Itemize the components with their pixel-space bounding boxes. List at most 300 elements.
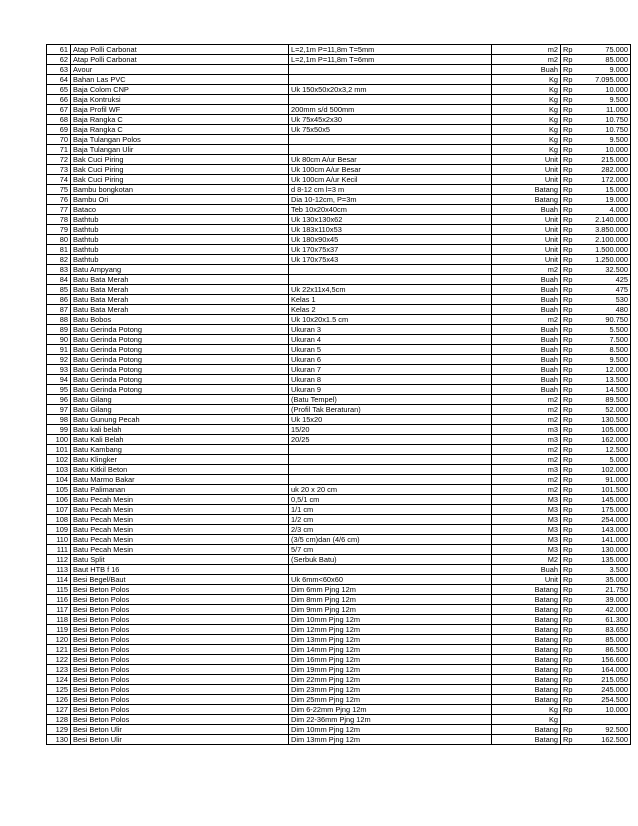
item-unit: Unit (492, 245, 561, 255)
row-number: 80 (47, 235, 71, 245)
item-unit: Buah (492, 325, 561, 335)
currency-label: Rp (561, 455, 586, 465)
currency-label: Rp (561, 395, 586, 405)
item-spec: L=2,1m P=11,8m T=6mm (289, 55, 492, 65)
item-spec: 0,5/1 cm (289, 495, 492, 505)
item-name: Bak Cuci Piring (71, 175, 289, 185)
row-number: 119 (47, 625, 71, 635)
item-spec: 15/20 (289, 425, 492, 435)
currency-label: Rp (561, 465, 586, 475)
item-spec (289, 145, 492, 155)
item-price: 8.500 (586, 345, 631, 355)
item-price: 215.000 (586, 155, 631, 165)
item-name: Besi Beton Polos (71, 665, 289, 675)
item-unit: Batang (492, 185, 561, 195)
item-price: 3.500 (586, 565, 631, 575)
currency-label: Rp (561, 285, 586, 295)
row-number: 78 (47, 215, 71, 225)
item-price: 91.000 (586, 475, 631, 485)
currency-label: Rp (561, 485, 586, 495)
item-price: 7.500 (586, 335, 631, 345)
row-number: 120 (47, 635, 71, 645)
item-price: 2.140.000 (586, 215, 631, 225)
item-price: 83.650 (586, 625, 631, 635)
table-row (47, 675, 631, 685)
currency-label: Rp (561, 515, 586, 525)
currency-label: Rp (561, 245, 586, 255)
item-name: Batu Gerinda Potong (71, 345, 289, 355)
item-price: 52.000 (586, 405, 631, 415)
item-spec: Uk 75x50x5 (289, 125, 492, 135)
item-spec: Dim 16mm Pjng 12m (289, 655, 492, 665)
item-spec: Dim 22mm Pjng 12m (289, 675, 492, 685)
item-price: 39.000 (586, 595, 631, 605)
item-name: Atap Polli Carbonat (71, 45, 289, 55)
item-name: Batu Gilang (71, 405, 289, 415)
item-name: Batu Pecah Mesin (71, 515, 289, 525)
item-name: Besi Beton Polos (71, 645, 289, 655)
currency-label: Rp (561, 645, 586, 655)
row-number: 88 (47, 315, 71, 325)
table-row (47, 45, 631, 55)
row-number: 61 (47, 45, 71, 55)
row-number: 96 (47, 395, 71, 405)
item-name: Bathtub (71, 215, 289, 225)
currency-label: Rp (561, 345, 586, 355)
item-spec (289, 465, 492, 475)
item-price: 164.000 (586, 665, 631, 675)
item-price: 42.000 (586, 605, 631, 615)
item-price: 35.000 (586, 575, 631, 585)
item-unit: m2 (492, 415, 561, 425)
item-name: Bathtub (71, 235, 289, 245)
row-number: 93 (47, 365, 71, 375)
item-spec: Ukuran 6 (289, 355, 492, 365)
item-spec: Dim 14mm Pjng 12m (289, 645, 492, 655)
item-unit: Buah (492, 565, 561, 575)
item-spec: Uk 170x75x37 (289, 245, 492, 255)
row-number: 87 (47, 305, 71, 315)
item-spec: uk 20 x 20 cm (289, 485, 492, 495)
item-name: Baja Rangka C (71, 115, 289, 125)
table-row (47, 195, 631, 205)
item-name: Batu Split (71, 555, 289, 565)
row-number: 92 (47, 355, 71, 365)
item-price: 130.000 (586, 545, 631, 555)
item-price: 15.000 (586, 185, 631, 195)
item-spec: Dim 6-22mm Pjng 12m (289, 705, 492, 715)
item-price: 12.000 (586, 365, 631, 375)
item-price: 162.000 (586, 435, 631, 445)
currency-label: Rp (561, 405, 586, 415)
currency-label: Rp (561, 205, 586, 215)
currency-label: Rp (561, 425, 586, 435)
currency-label: Rp (561, 625, 586, 635)
item-spec: d 8-12 cm l=3 m (289, 185, 492, 195)
item-name: Besi Begel/Baut (71, 575, 289, 585)
item-price: 10.000 (586, 85, 631, 95)
item-price: 475 (586, 285, 631, 295)
item-name: Batu Kali Belah (71, 435, 289, 445)
row-number: 79 (47, 225, 71, 235)
item-spec: Uk 170x75x43 (289, 255, 492, 265)
item-unit: Kg (492, 115, 561, 125)
item-unit: Unit (492, 575, 561, 585)
item-price: 282.000 (586, 165, 631, 175)
table-row (47, 385, 631, 395)
row-number: 68 (47, 115, 71, 125)
item-unit: Batang (492, 695, 561, 705)
item-name: Batu Bata Merah (71, 275, 289, 285)
item-spec: 1/2 cm (289, 515, 492, 525)
table-row (47, 515, 631, 525)
item-unit: m3 (492, 425, 561, 435)
currency-label: Rp (561, 105, 586, 115)
row-number: 72 (47, 155, 71, 165)
item-spec: Dim 23mm Pjng 12m (289, 685, 492, 695)
item-unit: Unit (492, 155, 561, 165)
item-spec: Uk 80cm A/ur Besar (289, 155, 492, 165)
row-number: 127 (47, 705, 71, 715)
row-number: 85 (47, 285, 71, 295)
row-number: 106 (47, 495, 71, 505)
row-number: 104 (47, 475, 71, 485)
item-name: Atap Polli Carbonat (71, 55, 289, 65)
table-row (47, 55, 631, 65)
row-number: 82 (47, 255, 71, 265)
item-name: Besi Beton Polos (71, 585, 289, 595)
table-row (47, 645, 631, 655)
item-price: 530 (586, 295, 631, 305)
currency-label: Rp (561, 555, 586, 565)
item-spec: Dim 12mm Pjng 12m (289, 625, 492, 635)
row-number: 86 (47, 295, 71, 305)
row-number: 91 (47, 345, 71, 355)
table-row (47, 605, 631, 615)
item-spec: 20/25 (289, 435, 492, 445)
currency-label: Rp (561, 685, 586, 695)
item-unit: Kg (492, 135, 561, 145)
row-number: 62 (47, 55, 71, 65)
item-spec: Uk 130x130x62 (289, 215, 492, 225)
currency-label: Rp (561, 165, 586, 175)
row-number: 109 (47, 525, 71, 535)
item-unit: m2 (492, 315, 561, 325)
row-number: 121 (47, 645, 71, 655)
table-row (47, 215, 631, 225)
item-unit: Kg (492, 125, 561, 135)
item-price: 130.500 (586, 415, 631, 425)
currency-label: Rp (561, 615, 586, 625)
row-number: 115 (47, 585, 71, 595)
table-row (47, 735, 631, 745)
item-spec: Uk 6mm<60x60 (289, 575, 492, 585)
item-spec: Dim 10mm Pjng 12m (289, 615, 492, 625)
table-row (47, 575, 631, 585)
item-name: Batu Pecah Mesin (71, 545, 289, 555)
table-row (47, 565, 631, 575)
item-spec: Dim 13mm Pjng 12m (289, 735, 492, 745)
table-row (47, 145, 631, 155)
item-name: Batu Gerinda Potong (71, 335, 289, 345)
item-price: 85.000 (586, 55, 631, 65)
item-spec: Ukuran 4 (289, 335, 492, 345)
table-row (47, 425, 631, 435)
table-row (47, 105, 631, 115)
item-unit: m2 (492, 395, 561, 405)
table-row (47, 585, 631, 595)
item-price (586, 715, 631, 725)
table-row (47, 445, 631, 455)
item-price: 10.000 (586, 145, 631, 155)
item-unit: Batang (492, 735, 561, 745)
item-name: Bathtub (71, 245, 289, 255)
table-row (47, 395, 631, 405)
table-row (47, 75, 631, 85)
item-spec: Dia 10-12cm, P=3m (289, 195, 492, 205)
item-price: 13.500 (586, 375, 631, 385)
item-unit: Unit (492, 175, 561, 185)
item-price: 85.000 (586, 635, 631, 645)
row-number: 84 (47, 275, 71, 285)
currency-label: Rp (561, 655, 586, 665)
row-number: 65 (47, 85, 71, 95)
table-row (47, 85, 631, 95)
currency-label: Rp (561, 725, 586, 735)
item-name: Besi Beton Polos (71, 715, 289, 725)
table-row (47, 625, 631, 635)
item-unit: Buah (492, 275, 561, 285)
item-spec: Uk 22x11x4,5cm (289, 285, 492, 295)
row-number: 116 (47, 595, 71, 605)
item-price: 162.500 (586, 735, 631, 745)
currency-label: Rp (561, 265, 586, 275)
currency-label: Rp (561, 415, 586, 425)
item-unit: Unit (492, 255, 561, 265)
table-row (47, 685, 631, 695)
item-spec (289, 455, 492, 465)
item-spec: Uk 10x20x1.5 cm (289, 315, 492, 325)
table-row (47, 635, 631, 645)
table-row (47, 305, 631, 315)
item-unit: m2 (492, 485, 561, 495)
item-spec: 2/3 cm (289, 525, 492, 535)
item-name: Besi Beton Polos (71, 615, 289, 625)
table-row (47, 495, 631, 505)
item-spec: (3/5 cm)dan (4/6 cm) (289, 535, 492, 545)
currency-label: Rp (561, 95, 586, 105)
row-number: 73 (47, 165, 71, 175)
currency-label: Rp (561, 255, 586, 265)
item-price: 10.750 (586, 125, 631, 135)
item-unit: Batang (492, 645, 561, 655)
table-row (47, 285, 631, 295)
row-number: 113 (47, 565, 71, 575)
item-price: 102.000 (586, 465, 631, 475)
item-spec: Dim 8mm Pjng 12m (289, 595, 492, 605)
item-unit: Kg (492, 145, 561, 155)
currency-label: Rp (561, 705, 586, 715)
row-number: 130 (47, 735, 71, 745)
item-name: Batu Pecah Mesin (71, 535, 289, 545)
currency-label: Rp (561, 195, 586, 205)
currency-label: Rp (561, 565, 586, 575)
price-list-table (46, 44, 631, 745)
item-price: 7.095.000 (586, 75, 631, 85)
row-number: 101 (47, 445, 71, 455)
item-unit: Unit (492, 225, 561, 235)
item-unit: Batang (492, 585, 561, 595)
item-unit: M3 (492, 505, 561, 515)
item-price: 3.850.000 (586, 225, 631, 235)
item-spec: Uk 183x110x53 (289, 225, 492, 235)
item-price: 143.000 (586, 525, 631, 535)
item-spec (289, 95, 492, 105)
item-unit: M3 (492, 495, 561, 505)
item-spec (289, 135, 492, 145)
item-name: Batu Palimanan (71, 485, 289, 495)
table-row (47, 485, 631, 495)
table-row (47, 325, 631, 335)
item-price: 1.500.000 (586, 245, 631, 255)
item-name: Batu Pecah Mesin (71, 505, 289, 515)
item-spec (289, 475, 492, 485)
item-spec (289, 445, 492, 455)
item-price: 172.000 (586, 175, 631, 185)
item-unit: Batang (492, 725, 561, 735)
table-row (47, 65, 631, 75)
item-price: 2.100.000 (586, 235, 631, 245)
table-row (47, 135, 631, 145)
currency-label (561, 715, 586, 725)
item-spec (289, 65, 492, 75)
currency-label: Rp (561, 545, 586, 555)
item-unit: Kg (492, 705, 561, 715)
table-row (47, 255, 631, 265)
item-name: Batu Kambang (71, 445, 289, 455)
item-unit: M3 (492, 545, 561, 555)
currency-label: Rp (561, 575, 586, 585)
item-spec: Uk 100cm A/ur Kecil (289, 175, 492, 185)
currency-label: Rp (561, 505, 586, 515)
item-unit: Kg (492, 715, 561, 725)
item-price: 105.000 (586, 425, 631, 435)
table-row (47, 295, 631, 305)
row-number: 69 (47, 125, 71, 135)
item-price: 89.500 (586, 395, 631, 405)
item-name: Bambu Ori (71, 195, 289, 205)
item-price: 4.000 (586, 205, 631, 215)
currency-label: Rp (561, 315, 586, 325)
row-number: 103 (47, 465, 71, 475)
currency-label: Rp (561, 635, 586, 645)
currency-label: Rp (561, 325, 586, 335)
item-name: Batu Bobos (71, 315, 289, 325)
item-spec: L=2,1m P=11,8m T=5mm (289, 45, 492, 55)
table-row (47, 595, 631, 605)
currency-label: Rp (561, 65, 586, 75)
item-price: 9.000 (586, 65, 631, 75)
item-name: Batu Gerinda Potong (71, 325, 289, 335)
table-row (47, 275, 631, 285)
currency-label: Rp (561, 175, 586, 185)
row-number: 114 (47, 575, 71, 585)
currency-label: Rp (561, 215, 586, 225)
table-row (47, 715, 631, 725)
table-row (47, 155, 631, 165)
item-spec: Dim 9mm Pjng 12m (289, 605, 492, 615)
item-name: Baja Profil WF (71, 105, 289, 115)
currency-label: Rp (561, 605, 586, 615)
currency-label: Rp (561, 375, 586, 385)
table-row (47, 695, 631, 705)
item-name: Batu Gerinda Potong (71, 365, 289, 375)
table-row (47, 205, 631, 215)
item-spec (289, 565, 492, 575)
item-price: 12.500 (586, 445, 631, 455)
item-price: 5.500 (586, 325, 631, 335)
item-spec: Ukuran 7 (289, 365, 492, 375)
table-row (47, 405, 631, 415)
item-unit: Batang (492, 615, 561, 625)
item-unit: m2 (492, 405, 561, 415)
row-number: 70 (47, 135, 71, 145)
item-name: Batu kali belah (71, 425, 289, 435)
item-spec: Uk 180x90x45 (289, 235, 492, 245)
item-name: Batu Marmo Bakar (71, 475, 289, 485)
item-spec: Uk 75x45x2x30 (289, 115, 492, 125)
item-unit: Buah (492, 65, 561, 75)
item-price: 9.500 (586, 355, 631, 365)
price-list-body (47, 45, 631, 745)
item-name: Baja Rangka C (71, 125, 289, 135)
row-number: 76 (47, 195, 71, 205)
item-name: Baut HTB f 16 (71, 565, 289, 575)
item-unit: Batang (492, 595, 561, 605)
currency-label: Rp (561, 135, 586, 145)
item-unit: m2 (492, 455, 561, 465)
item-unit: Buah (492, 285, 561, 295)
item-price: 145.000 (586, 495, 631, 505)
item-name: Batu Bata Merah (71, 295, 289, 305)
item-spec: (Batu Tempel) (289, 395, 492, 405)
currency-label: Rp (561, 445, 586, 455)
table-row (47, 705, 631, 715)
item-unit: Kg (492, 85, 561, 95)
currency-label: Rp (561, 85, 586, 95)
item-spec: Ukuran 3 (289, 325, 492, 335)
table-row (47, 655, 631, 665)
currency-label: Rp (561, 295, 586, 305)
item-price: 19.000 (586, 195, 631, 205)
item-unit: M3 (492, 515, 561, 525)
item-unit: M2 (492, 555, 561, 565)
table-row (47, 225, 631, 235)
row-number: 117 (47, 605, 71, 615)
item-price: 61.300 (586, 615, 631, 625)
item-spec (289, 265, 492, 275)
item-price: 5.000 (586, 455, 631, 465)
item-spec: Dim 25mm Pjng 12m (289, 695, 492, 705)
item-unit: m2 (492, 445, 561, 455)
item-name: Besi Beton Polos (71, 605, 289, 615)
item-unit: m2 (492, 45, 561, 55)
item-unit: m2 (492, 265, 561, 275)
item-price: 215.050 (586, 675, 631, 685)
row-number: 81 (47, 245, 71, 255)
table-row (47, 245, 631, 255)
table-row (47, 125, 631, 135)
